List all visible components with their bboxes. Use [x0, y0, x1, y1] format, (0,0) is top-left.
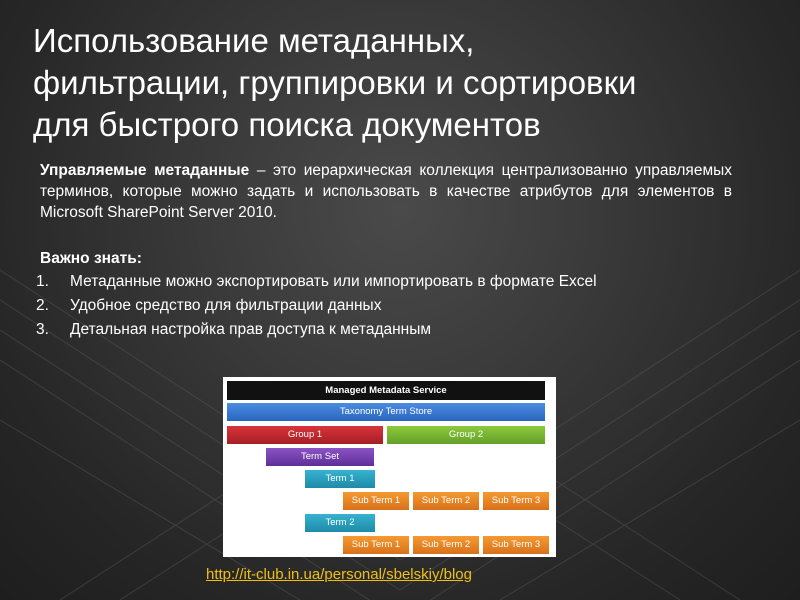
term-2-bar: Term 2: [305, 514, 375, 532]
metadata-hierarchy-diagram: [223, 377, 556, 557]
intro-paragraph: [40, 160, 732, 223]
sub-term-bar: Sub Term 1: [343, 536, 409, 554]
blog-link[interactable]: http://it-club.in.ua/personal/sbelskiy/blog: [206, 566, 472, 583]
list-number: 1.: [36, 273, 49, 290]
feature-list: [22, 270, 597, 342]
sub-term-bar: Sub Term 2: [413, 492, 479, 510]
list-item: [22, 318, 597, 342]
list-text: Удобное средство для фильтрации данных: [70, 297, 382, 314]
slide-title: [33, 20, 783, 146]
important-label: Важно знать:: [40, 250, 142, 267]
sub-term-bar: Sub Term 2: [413, 536, 479, 554]
sub-term-bar: Sub Term 1: [343, 492, 409, 510]
title-line-1: Использование метаданных,: [33, 22, 475, 59]
title-line-3: для быстрого поиска документов: [33, 106, 541, 143]
title-line-2: фильтрации, группировки и сортировки: [33, 64, 637, 101]
intro-term: Управляемые метаданные: [40, 162, 250, 179]
list-number: 2.: [36, 297, 49, 314]
list-item: [22, 294, 597, 318]
group-1-bar: Group 1: [227, 426, 383, 444]
taxonomy-term-store-bar: Taxonomy Term Store: [227, 403, 545, 421]
sub-term-bar: Sub Term 3: [483, 536, 549, 554]
list-number: 3.: [36, 321, 49, 338]
term-1-bar: Term 1: [305, 470, 375, 488]
sub-term-bar: Sub Term 3: [483, 492, 549, 510]
term-set-bar: Term Set: [266, 448, 374, 466]
group-2-bar: Group 2: [387, 426, 545, 444]
managed-metadata-service-bar: Managed Metadata Service: [227, 381, 545, 400]
list-text: Метаданные можно экспортировать или импортировать в формате Excel: [70, 273, 597, 290]
list-text: Детальная настройка прав доступа к метаданным: [70, 321, 432, 338]
intro-description: – это иерархическая коллекция централизованно управляемых терминов, которые можно задать и использовать в качестве атрибутов для элементов в Microsoft SharePoint Server 2010.: [40, 162, 732, 221]
list-item: [22, 270, 597, 294]
